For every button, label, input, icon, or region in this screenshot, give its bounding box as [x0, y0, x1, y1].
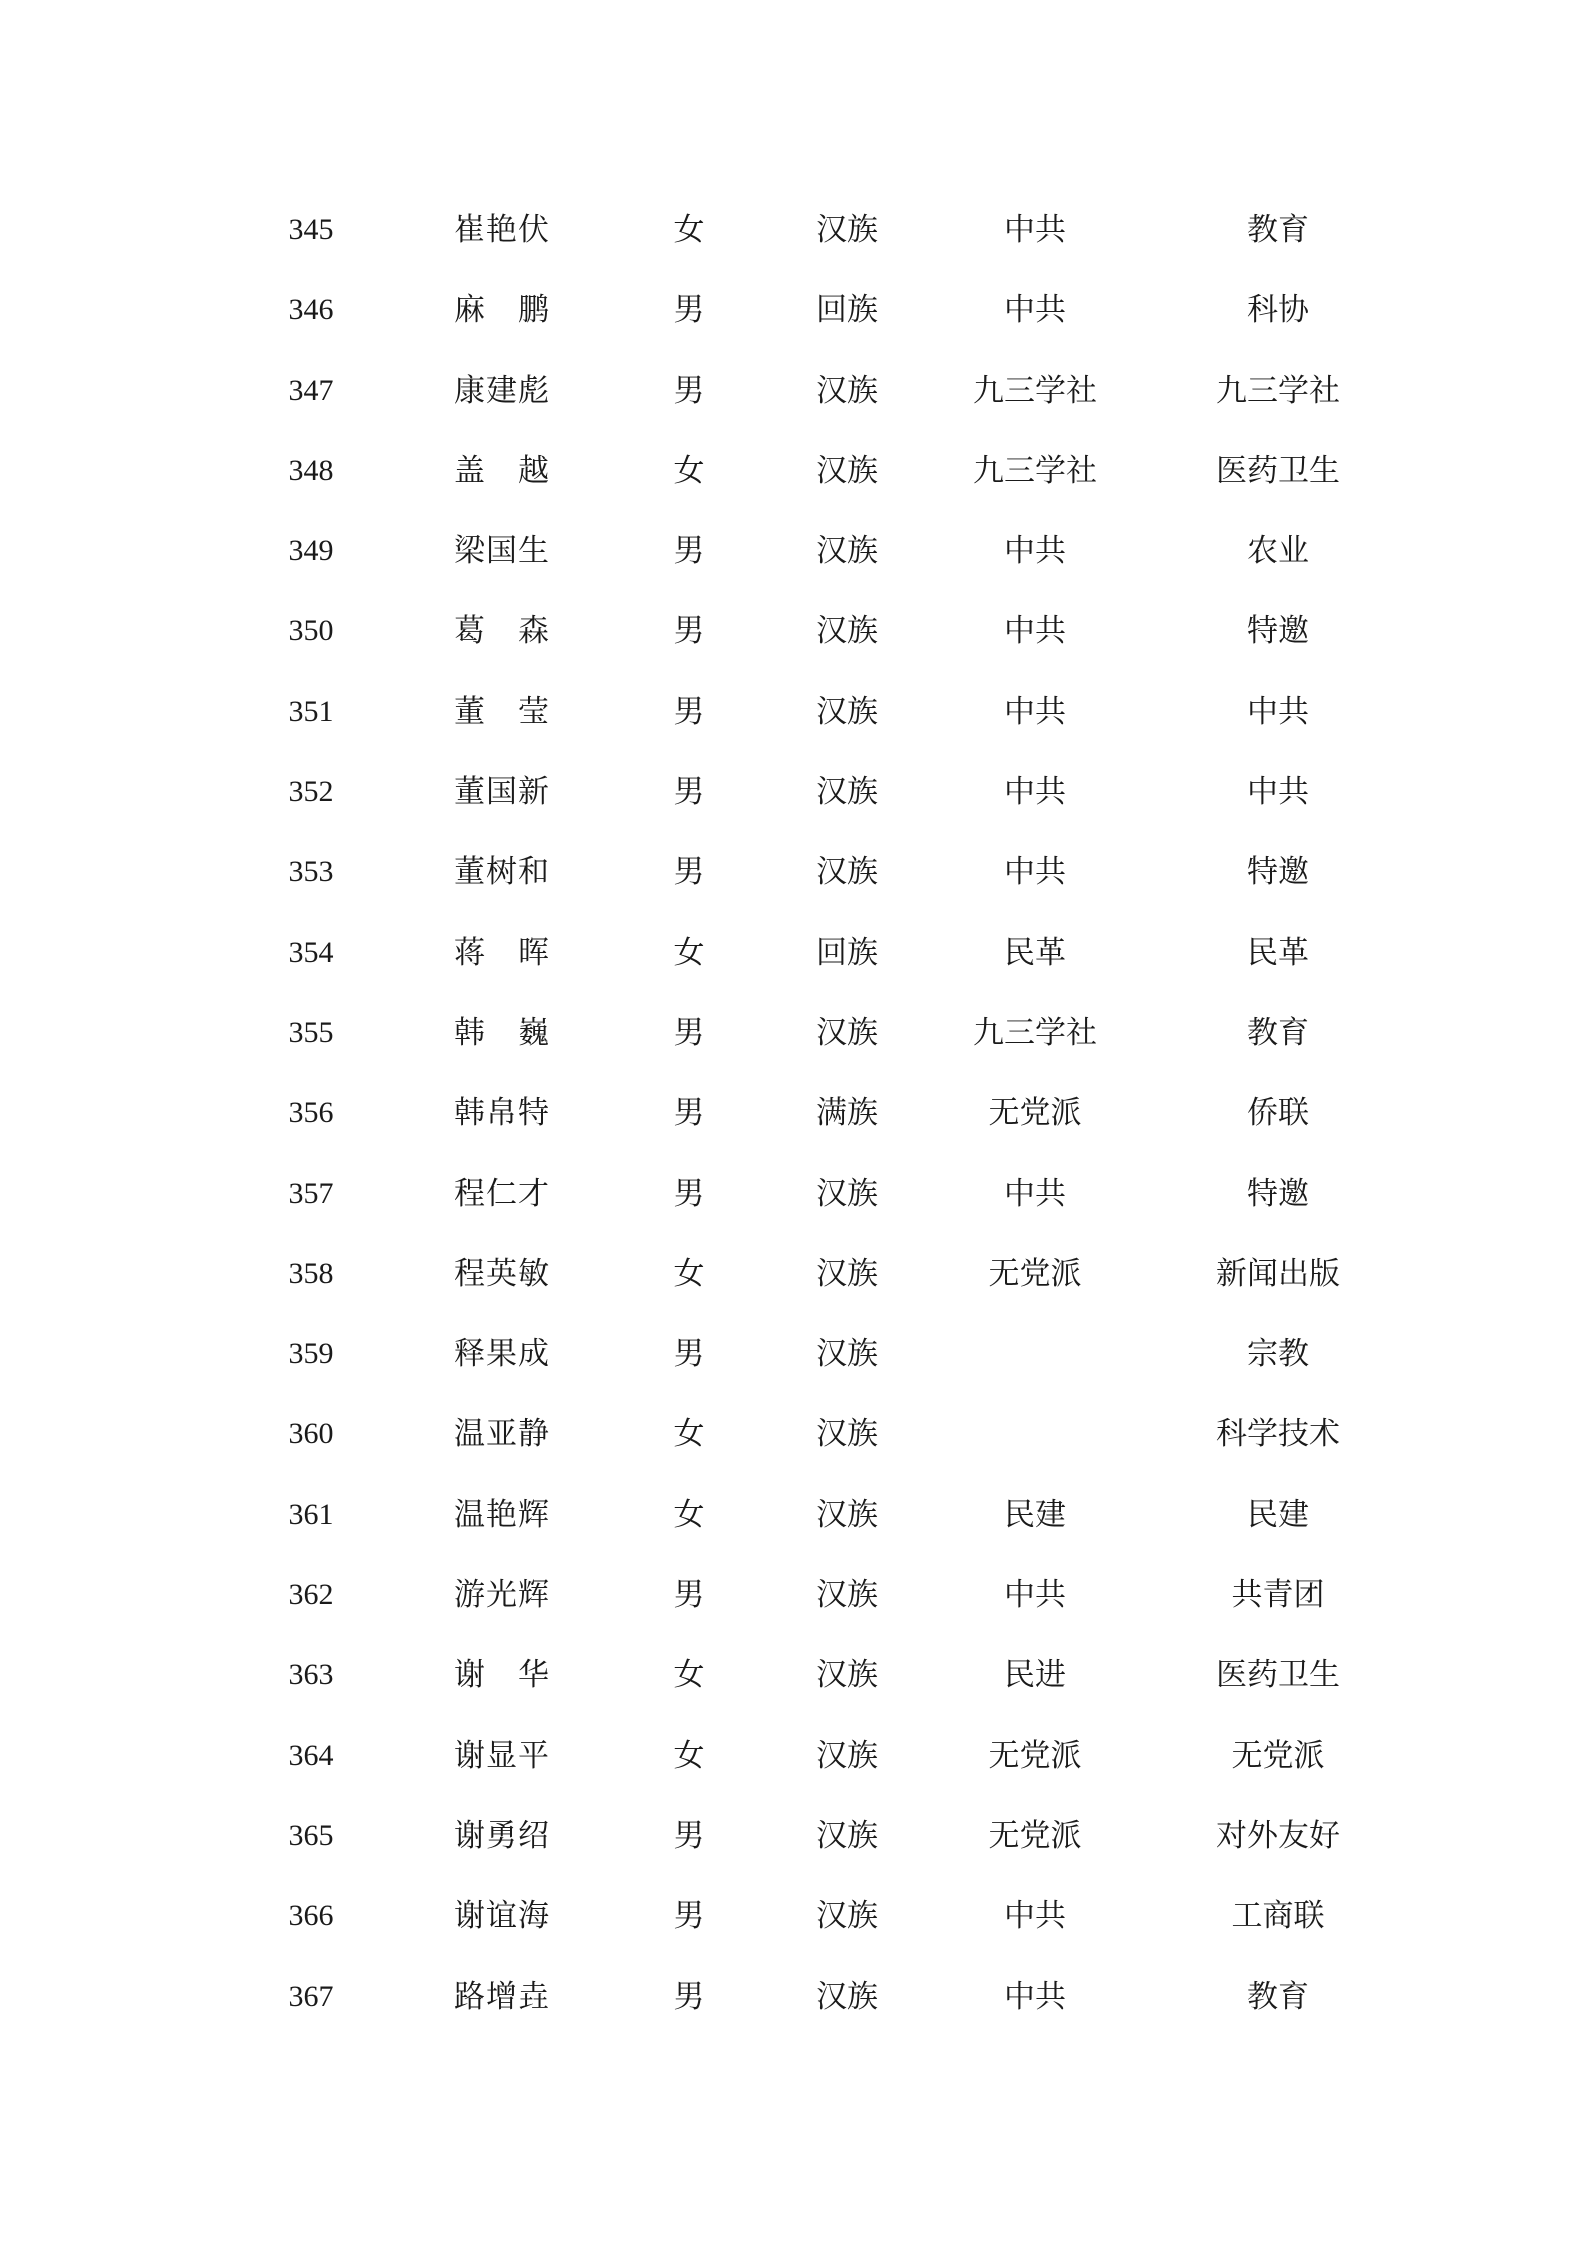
member-name: 董树和: [454, 854, 550, 891]
member-sector: 特邀: [1247, 854, 1309, 891]
member-ethnicity: 汉族: [816, 1978, 878, 2015]
row-number: 346: [288, 293, 334, 327]
table-row: [0, 1796, 1587, 1876]
member-gender: 女: [673, 934, 705, 971]
member-gender: 男: [673, 854, 705, 891]
member-ethnicity: 汉族: [816, 1255, 878, 1292]
member-ethnicity: 回族: [816, 934, 878, 971]
member-sector: 科协: [1247, 292, 1309, 329]
member-party: 中共: [1004, 212, 1066, 248]
member-name: 盖 越: [454, 452, 550, 489]
row-number: 357: [288, 1176, 334, 1210]
row-number: 363: [288, 1658, 334, 1692]
member-sector: 侨联: [1247, 1095, 1309, 1132]
row-number: 348: [288, 453, 334, 487]
table-row: [0, 431, 1587, 511]
member-ethnicity: 汉族: [816, 533, 878, 570]
member-party: 中共: [1004, 854, 1066, 891]
member-gender: 男: [673, 774, 705, 811]
table-row: [0, 1073, 1587, 1153]
member-party: 无党派: [988, 1817, 1082, 1854]
member-ethnicity: 汉族: [816, 1898, 878, 1935]
member-name: 温亚静: [454, 1416, 550, 1453]
member-gender: 男: [673, 372, 705, 409]
member-name: 韩 巍: [454, 1014, 550, 1051]
member-sector: 医药卫生: [1216, 1657, 1340, 1694]
member-party: 九三学社: [973, 1014, 1097, 1051]
member-sector: 无党派: [1231, 1737, 1325, 1774]
member-name: 谢勇绍: [454, 1817, 550, 1854]
member-sector: 中共: [1247, 774, 1309, 811]
member-gender: 男: [673, 1336, 705, 1373]
member-name: 谢 华: [454, 1657, 550, 1694]
member-ethnicity: 满族: [816, 1095, 878, 1132]
member-name: 谢谊海: [454, 1898, 550, 1935]
row-number: 366: [288, 1899, 334, 1933]
member-name: 董 莹: [454, 693, 550, 730]
member-party: 中共: [1004, 613, 1066, 650]
member-sector: 特邀: [1247, 613, 1309, 650]
table-row: [0, 1716, 1587, 1796]
member-party: 民进: [1004, 1657, 1066, 1694]
member-gender: 男: [673, 1978, 705, 2015]
member-party: 中共: [1004, 774, 1066, 811]
member-sector: 新闻出版: [1216, 1255, 1340, 1292]
table-row: [0, 511, 1587, 591]
member-ethnicity: 汉族: [816, 1737, 878, 1774]
table-row: [0, 1876, 1587, 1956]
member-party: 无党派: [988, 1737, 1082, 1774]
member-ethnicity: 汉族: [816, 1175, 878, 1212]
member-gender: 男: [673, 1817, 705, 1854]
member-ethnicity: 汉族: [816, 854, 878, 891]
table-row: [0, 1957, 1587, 2037]
row-number: 350: [288, 614, 334, 648]
member-sector: 教育: [1247, 1978, 1309, 2015]
member-sector: 教育: [1247, 212, 1309, 248]
row-number: 367: [288, 1979, 334, 2013]
member-ethnicity: 汉族: [816, 1817, 878, 1854]
member-name: 梁国生: [454, 533, 550, 570]
member-ethnicity: 汉族: [816, 1496, 878, 1533]
member-sector: 民建: [1247, 1496, 1309, 1533]
member-sector: 民革: [1247, 934, 1309, 971]
table-row: [0, 351, 1587, 431]
row-number: 349: [288, 534, 334, 568]
member-ethnicity: 汉族: [816, 613, 878, 650]
member-ethnicity: 回族: [816, 292, 878, 329]
member-sector: 九三学社: [1216, 372, 1340, 409]
member-gender: 男: [673, 1095, 705, 1132]
member-name: 董国新: [454, 774, 550, 811]
member-name: 程仁才: [454, 1175, 550, 1212]
member-gender: 男: [673, 1175, 705, 1212]
member-sector: 教育: [1247, 1014, 1309, 1051]
member-gender: 女: [673, 1255, 705, 1292]
member-gender: 男: [673, 613, 705, 650]
member-party: 无党派: [988, 1255, 1082, 1292]
member-ethnicity: 汉族: [816, 1014, 878, 1051]
member-party: 九三学社: [973, 452, 1097, 489]
row-number: 355: [288, 1015, 334, 1049]
member-name: 释果成: [454, 1336, 550, 1373]
row-number: 353: [288, 855, 334, 889]
member-name: 韩帛特: [454, 1095, 550, 1132]
member-name: 程英敏: [454, 1255, 550, 1292]
row-number: 358: [288, 1256, 334, 1290]
member-ethnicity: 汉族: [816, 212, 878, 248]
member-party: 中共: [1004, 1898, 1066, 1935]
member-gender: 男: [673, 1898, 705, 1935]
member-sector: 宗教: [1247, 1336, 1309, 1373]
member-name: 谢显平: [454, 1737, 550, 1774]
member-name: 蒋 晖: [454, 934, 550, 971]
member-party: 中共: [1004, 533, 1066, 570]
row-number: 356: [288, 1096, 334, 1130]
table-row: [0, 1234, 1587, 1314]
member-ethnicity: 汉族: [816, 452, 878, 489]
table-row: [0, 1154, 1587, 1234]
member-sector: 农业: [1247, 533, 1309, 570]
member-party: 中共: [1004, 1577, 1066, 1614]
member-sector: 共青团: [1231, 1577, 1325, 1614]
row-number: 360: [288, 1417, 334, 1451]
member-ethnicity: 汉族: [816, 1657, 878, 1694]
row-number: 352: [288, 775, 334, 809]
row-number: 362: [288, 1578, 334, 1612]
table-row: [0, 1314, 1587, 1394]
member-ethnicity: 汉族: [816, 1577, 878, 1614]
table-row: [0, 190, 1587, 270]
member-party: 无党派: [988, 1095, 1082, 1132]
table-row: [0, 672, 1587, 752]
member-sector: 特邀: [1247, 1175, 1309, 1212]
member-gender: 女: [673, 452, 705, 489]
member-gender: 男: [673, 533, 705, 570]
row-number: 359: [288, 1337, 334, 1371]
member-sector: 工商联: [1231, 1898, 1325, 1935]
member-ethnicity: 汉族: [816, 1416, 878, 1453]
table-row: [0, 1555, 1587, 1635]
table-row: [0, 993, 1587, 1073]
member-name: 葛 森: [454, 613, 550, 650]
row-number: 345: [288, 213, 334, 246]
row-number: 351: [288, 694, 334, 728]
member-party: 中共: [1004, 292, 1066, 329]
table-row: [0, 591, 1587, 671]
member-gender: 男: [673, 292, 705, 329]
member-gender: 男: [673, 693, 705, 730]
row-number: 354: [288, 935, 334, 969]
row-number: 364: [288, 1738, 334, 1772]
member-party: 民建: [1004, 1496, 1066, 1533]
table-row: [0, 832, 1587, 912]
member-roster: [0, 190, 1587, 2037]
member-name: 康建彪: [454, 372, 550, 409]
member-name: 游光辉: [454, 1577, 550, 1614]
member-name: 温艳辉: [454, 1496, 550, 1533]
member-ethnicity: 汉族: [816, 693, 878, 730]
row-number: 361: [288, 1497, 334, 1531]
table-row: [0, 752, 1587, 832]
member-party: 中共: [1004, 693, 1066, 730]
member-sector: 对外友好: [1216, 1817, 1340, 1854]
member-sector: 科学技术: [1216, 1416, 1340, 1453]
member-gender: 女: [673, 212, 705, 248]
member-ethnicity: 汉族: [816, 372, 878, 409]
member-gender: 男: [673, 1577, 705, 1614]
member-party: 中共: [1004, 1175, 1066, 1212]
member-sector: 医药卫生: [1216, 452, 1340, 489]
member-name: 路增垚: [454, 1978, 550, 2015]
row-number: 347: [288, 373, 334, 407]
member-gender: 男: [673, 1014, 705, 1051]
table-row: [0, 1394, 1587, 1474]
member-party: 民革: [1004, 934, 1066, 971]
member-party: 九三学社: [973, 372, 1097, 409]
member-name: 崔艳伏: [454, 212, 550, 248]
member-gender: 女: [673, 1737, 705, 1774]
table-row: [0, 1475, 1587, 1555]
member-ethnicity: 汉族: [816, 774, 878, 811]
member-gender: 女: [673, 1657, 705, 1694]
table-row: [0, 270, 1587, 350]
member-party: 中共: [1004, 1978, 1066, 2015]
member-ethnicity: 汉族: [816, 1336, 878, 1373]
member-sector: 中共: [1247, 693, 1309, 730]
member-name: 麻 鹏: [454, 292, 550, 329]
member-gender: 女: [673, 1496, 705, 1533]
row-number: 365: [288, 1818, 334, 1852]
member-gender: 女: [673, 1416, 705, 1453]
table-row: [0, 913, 1587, 993]
table-row: [0, 1635, 1587, 1715]
